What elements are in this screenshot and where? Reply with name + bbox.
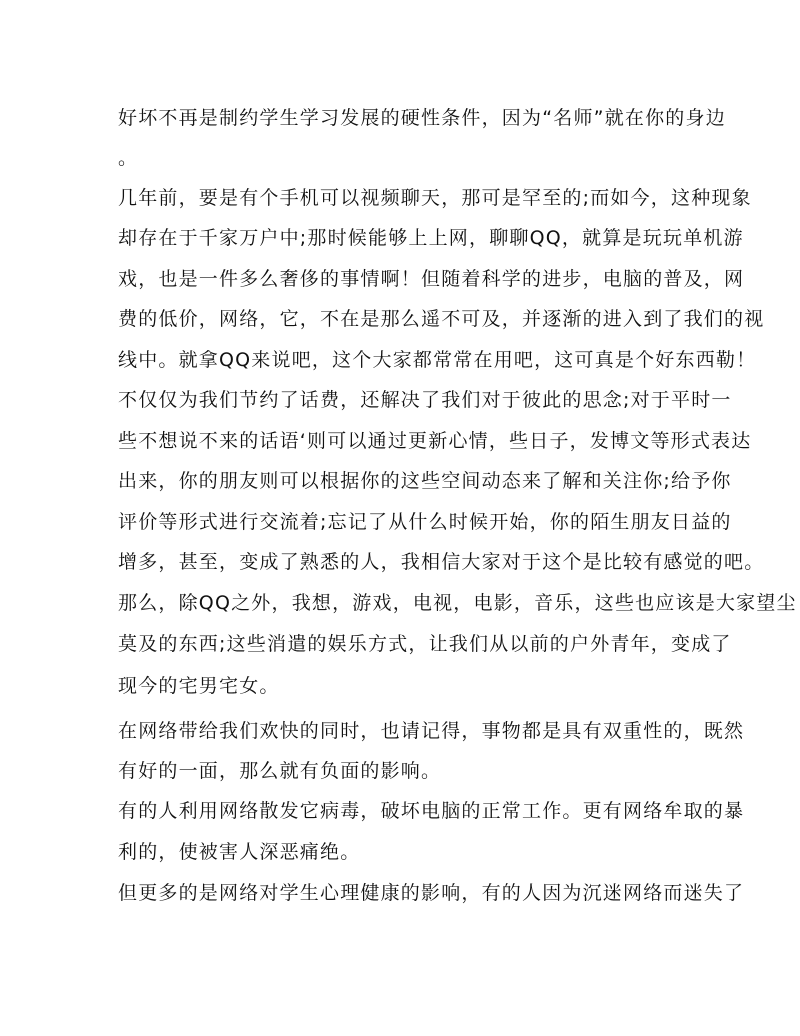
text-line: 但更多的是网络对学生心理健康的影响，有的人因为沉迷网络而迷失了	[118, 882, 745, 904]
text-line: 几年前，要是有个手机可以视频聊天，那可是罕至的;而如今，这种现象	[118, 187, 752, 209]
text-line: 莫及的东西;这些消遣的娱乐方式，让我们从以前的户外青年，变成了	[118, 633, 732, 655]
text-line: 戏，也是一件多么奢侈的事情啊！但随着科学的进步，电脑的普及，网	[118, 268, 745, 290]
text-line: 却存在于千家万户中;那时候能够上上网，聊聊QQ，就算是玩玩单机游	[118, 227, 744, 249]
text-line: 出来，你的朋友则可以根据你的这些空间动态来了解和关注你;给予你	[118, 470, 732, 492]
text-line: 利的，使被害人深恶痛绝。	[118, 841, 361, 863]
text-line: 些不想说不来的话语‘则可以通过更新心情，些日子，发博文等形式表达	[118, 430, 752, 452]
text-line: 费的低价，网络，它，不在是那么遥不可及，并逐渐的进入到了我们的视	[118, 308, 765, 330]
text-line: 。	[118, 147, 139, 169]
text-line: 那么，除QQ之外，我想，游戏，电视，电影，音乐，这些也应该是大家望尘	[118, 592, 797, 614]
text-line: 线中。就拿QQ来说吧，这个大家都常常在用吧，这可真是个好东西勒！	[118, 349, 757, 371]
text-line: 增多，甚至，变成了熟悉的人，我相信大家对于这个是比较有感觉的吧。	[118, 551, 765, 573]
text-line: 有好的一面，那么就有负面的影响。	[118, 760, 442, 782]
text-line: 有的人利用网络散发它病毒，破坏电脑的正常工作。更有网络牟取的暴	[118, 800, 745, 822]
text-line: 好坏不再是制约学生学习发展的硬性条件，因为“名师”就在你的身边	[118, 107, 726, 129]
text-line: 不仅仅为我们节约了话费，还解决了我们对于彼此的思念;对于平时一	[118, 389, 732, 411]
text-line: 现今的宅男宅女。	[118, 675, 280, 697]
text-line: 评价等形式进行交流着;忘记了从什么时候开始，你的陌生朋友日益的	[118, 511, 732, 533]
text-line: 在网络带给我们欢快的同时，也请记得，事物都是具有双重性的，既然	[118, 720, 745, 742]
